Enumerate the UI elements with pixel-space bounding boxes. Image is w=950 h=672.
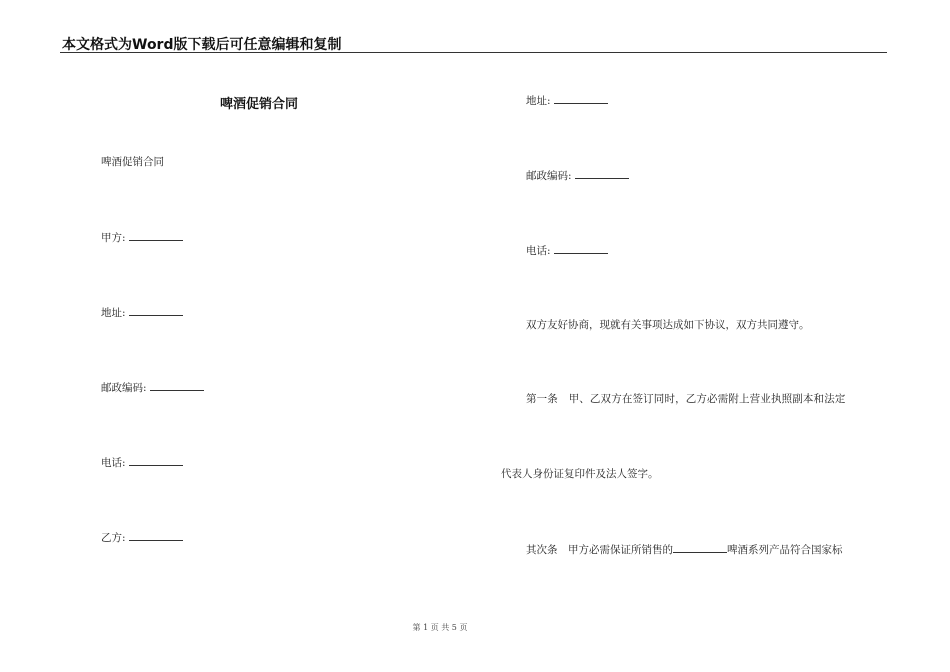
- party-a-blank: [129, 230, 183, 241]
- party-a-field: [101, 230, 183, 245]
- postcode-b-blank: [575, 168, 629, 179]
- phone-a-field: [101, 455, 183, 470]
- party-b-blank: [129, 530, 183, 541]
- party-a-label: 甲方:: [101, 232, 126, 244]
- phone-b-label: 电话:: [526, 245, 551, 257]
- header-divider: [60, 52, 887, 53]
- party-b-label: 乙方:: [101, 532, 126, 544]
- postcode-b-label: 邮政编码:: [526, 170, 572, 182]
- article-two-suffix: 啤酒系列产品符合国家标: [727, 544, 843, 556]
- beer-brand-blank: [673, 542, 727, 553]
- page-indicator: 第 1 页 共 5 页: [412, 623, 468, 632]
- postcode-a-field: [101, 380, 204, 395]
- article-two-prefix: 其次条 甲方必需保证所销售的: [526, 544, 673, 556]
- phone-a-blank: [129, 455, 183, 466]
- phone-a-label: 电话:: [101, 457, 126, 469]
- postcode-a-blank: [150, 380, 204, 391]
- agreement-paragraph: 双方友好协商，现就有关事项达成如下协议，双方共同遵守。: [526, 319, 810, 331]
- postcode-b-field: [526, 168, 629, 183]
- address-b-label: 地址:: [526, 95, 551, 107]
- address-b-blank: [554, 93, 608, 104]
- address-b-field: [526, 93, 608, 108]
- phone-b-field: [526, 243, 608, 258]
- party-b-field: [101, 530, 183, 545]
- document-title: 啤酒促销合同: [220, 97, 299, 112]
- contract-subtitle: 啤酒促销合同: [101, 156, 164, 168]
- address-a-label: 地址:: [101, 307, 126, 319]
- phone-b-blank: [554, 243, 608, 254]
- address-a-blank: [129, 305, 183, 316]
- document-header-note: 本文格式为Word版下载后可任意编辑和复制: [62, 37, 342, 53]
- address-a-field: [101, 305, 183, 320]
- postcode-a-label: 邮政编码:: [101, 382, 147, 394]
- article-two-line: [526, 542, 843, 557]
- article-one-line-one: 第一条 甲、乙双方在签订同时，乙方必需附上营业执照副本和法定: [526, 393, 846, 405]
- article-one-line-two: 代表人身份证复印件及法人签字。: [501, 468, 659, 480]
